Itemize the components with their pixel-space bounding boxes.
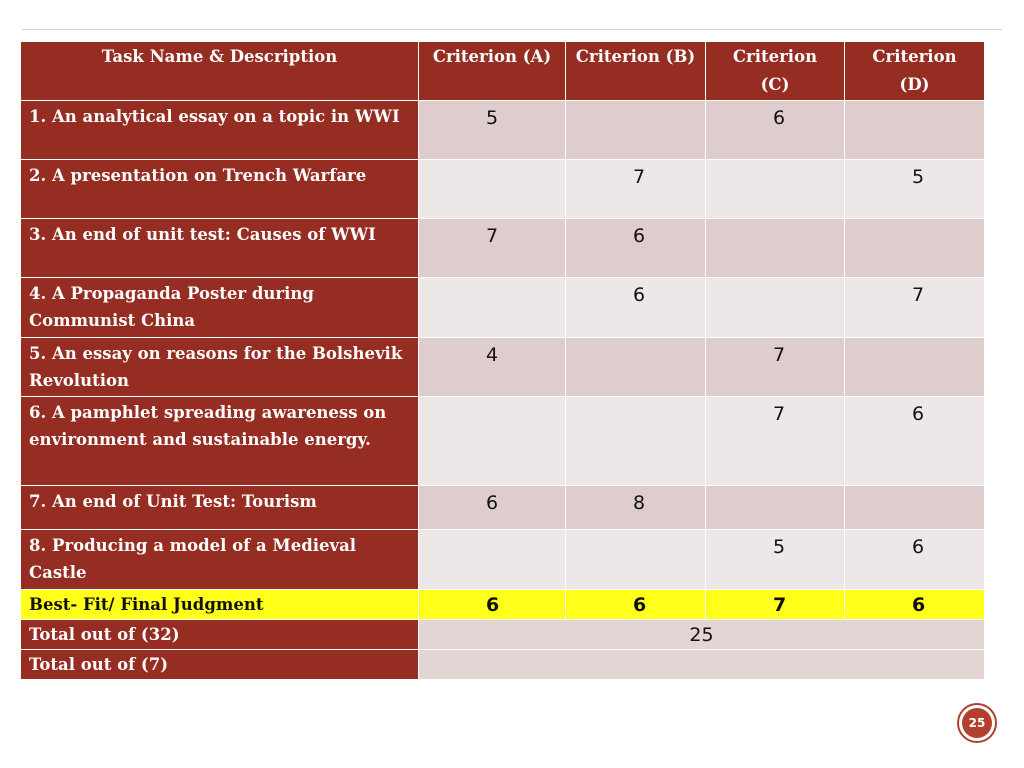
header-criterion-b: Criterion (B) xyxy=(566,42,706,101)
table-row xyxy=(21,101,985,160)
score-cell-d: 7 xyxy=(845,278,985,338)
task-cell: 6. A pamphlet spreading awareness on environment and sustainable energy. xyxy=(21,397,419,486)
score-cell-a xyxy=(419,160,566,219)
task-cell: 3. An end of unit test: Causes of WWI xyxy=(21,219,419,278)
header-criterion-c-line1: Criterion xyxy=(732,47,818,66)
score-cell-a: 6 xyxy=(419,486,566,530)
score-cell-b xyxy=(566,397,706,486)
table-row xyxy=(21,338,985,397)
score-cell-d: 6 xyxy=(845,530,985,590)
header-criterion-d-line2: (D) xyxy=(899,75,930,94)
score-cell-b xyxy=(566,338,706,397)
score-cell-a xyxy=(419,278,566,338)
score-cell-d: 5 xyxy=(845,160,985,219)
score-cell-c: 7 xyxy=(706,397,845,486)
header-row xyxy=(21,42,985,101)
score-cell-c: 6 xyxy=(706,101,845,160)
score-cell-d xyxy=(845,338,985,397)
task-cell: 7. An end of Unit Test: Tourism xyxy=(21,486,419,530)
score-cell-c xyxy=(706,486,845,530)
total-7-row xyxy=(21,650,985,680)
table-row xyxy=(21,397,985,486)
header-task: Task Name & Description xyxy=(21,42,419,101)
task-cell: 1. An analytical essay on a topic in WWI xyxy=(21,101,419,160)
score-cell-a: 4 xyxy=(419,338,566,397)
score-cell-b: 6 xyxy=(566,278,706,338)
task-cell: 2. A presentation on Trench Warfare xyxy=(21,160,419,219)
score-cell-d xyxy=(845,219,985,278)
score-cell-b: 6 xyxy=(566,219,706,278)
score-cell-c xyxy=(706,278,845,338)
header-criterion-d-line1: Criterion xyxy=(872,47,957,66)
score-cell-b xyxy=(566,530,706,590)
score-cell-c: 7 xyxy=(706,338,845,397)
best-fit-a: 6 xyxy=(419,590,566,620)
best-fit-c: 7 xyxy=(706,590,845,620)
table-row xyxy=(21,160,985,219)
header-criterion-c-line2: (C) xyxy=(760,75,790,94)
table-row xyxy=(21,486,985,530)
header-criterion-c xyxy=(706,42,845,101)
score-cell-c xyxy=(706,219,845,278)
header-criterion-d xyxy=(845,42,985,101)
total-32-label: Total out of (32) xyxy=(21,620,419,650)
score-cell-d: 6 xyxy=(845,397,985,486)
task-cell: 5. An essay on reasons for the Bolshevik Revolution xyxy=(21,338,419,397)
best-fit-row xyxy=(21,590,985,620)
score-cell-a: 7 xyxy=(419,219,566,278)
score-cell-a xyxy=(419,530,566,590)
total-32-value: 25 xyxy=(419,620,985,650)
score-cell-d xyxy=(845,486,985,530)
score-cell-c xyxy=(706,160,845,219)
score-cell-d xyxy=(845,101,985,160)
total-32-row xyxy=(21,620,985,650)
table-row xyxy=(21,530,985,590)
task-cell: 4. A Propaganda Poster during Communist China xyxy=(21,278,419,338)
top-divider-line xyxy=(22,29,1002,30)
total-7-value xyxy=(419,650,985,680)
score-cell-a xyxy=(419,397,566,486)
score-cell-b: 8 xyxy=(566,486,706,530)
score-cell-b xyxy=(566,101,706,160)
best-fit-label: Best- Fit/ Final Judgment xyxy=(21,590,419,620)
score-cell-b: 7 xyxy=(566,160,706,219)
header-criterion-a: Criterion (A) xyxy=(419,42,566,101)
best-fit-d: 6 xyxy=(845,590,985,620)
table-row xyxy=(21,278,985,338)
assessment-table xyxy=(20,41,985,680)
table-row xyxy=(21,219,985,278)
task-cell: 8. Producing a model of a Medieval Castle xyxy=(21,530,419,590)
page-number-badge xyxy=(957,703,997,743)
score-cell-c: 5 xyxy=(706,530,845,590)
score-cell-a: 5 xyxy=(419,101,566,160)
page-number: 25 xyxy=(962,708,992,738)
best-fit-b: 6 xyxy=(566,590,706,620)
total-7-label: Total out of (7) xyxy=(21,650,419,680)
